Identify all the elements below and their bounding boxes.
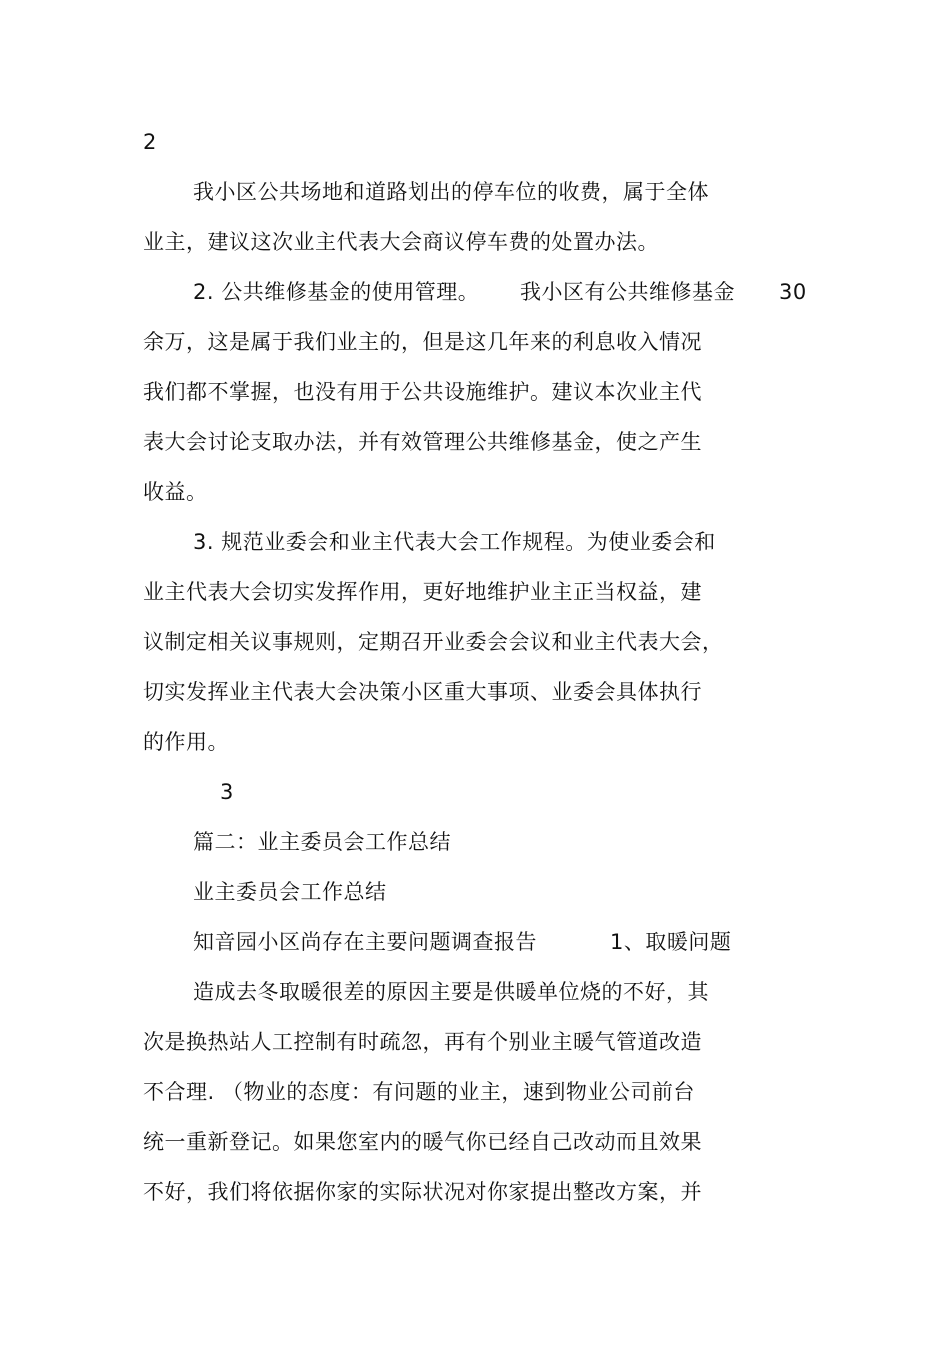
heating-line-1: 造成去冬取暖很差的原因主要是供暖单位烧的不好，其 (193, 980, 709, 1004)
rules-line-3: 议制定相关议事规则，定期召开业委会会议和业主代表大会， (143, 630, 724, 654)
parking-fee-line-2: 业主，建议这次业主代表大会商议停车费的处置办法。 (143, 230, 659, 254)
page-number-2: 2 (143, 130, 157, 154)
rules-line-2: 业主代表大会切实发挥作用，更好地维护业主正当权益，建 (143, 580, 702, 604)
parking-fee-line-1: 我小区公共场地和道路划出的停车位的收费，属于全体 (193, 180, 709, 204)
heating-line-3: 不合理. （物业的态度：有问题的业主，速到物业公司前台 (143, 1080, 695, 1104)
rules-line-5: 的作用。 (143, 730, 229, 754)
fund-heading: 2. 公共维修基金的使用管理。 (193, 280, 480, 304)
chapter-title: 篇二：业主委员会工作总结 (193, 830, 451, 854)
fund-line-3: 我们都不掌握，也没有用于公共设施维护。建议本次业主代 (143, 380, 702, 404)
rules-line-1: 3. 规范业委会和业主代表大会工作规程。为使业委会和 (193, 530, 716, 554)
fund-line-2: 余万，这是属于我们业主的，但是这几年来的利息收入情况 (143, 330, 702, 354)
rules-line-4: 切实发挥业主代表大会决策小区重大事项、业委会具体执行 (143, 680, 702, 704)
heating-line-5: 不好，我们将依据你家的实际状况对你家提出整改方案，并 (143, 1180, 702, 1204)
report-title: 知音园小区尚存在主要问题调查报告 (193, 930, 537, 954)
fund-line-5: 收益。 (143, 480, 208, 504)
heating-line-2: 次是换热站人工控制有时疏忽，再有个别业主暖气管道改造 (143, 1030, 702, 1054)
document-title: 业主委员会工作总结 (193, 880, 387, 904)
report-item-heating: 1、取暖问题 (610, 930, 732, 954)
fund-line-4: 表大会讨论支取办法，并有效管理公共维修基金，使之产生 (143, 430, 702, 454)
fund-amount-number: 30 (779, 280, 807, 304)
fund-line-1-continued: 我小区有公共维修基金 (520, 280, 735, 304)
page-number-3: 3 (220, 780, 234, 804)
heating-line-4: 统一重新登记。如果您室内的暖气你已经自己改动而且效果 (143, 1130, 702, 1154)
